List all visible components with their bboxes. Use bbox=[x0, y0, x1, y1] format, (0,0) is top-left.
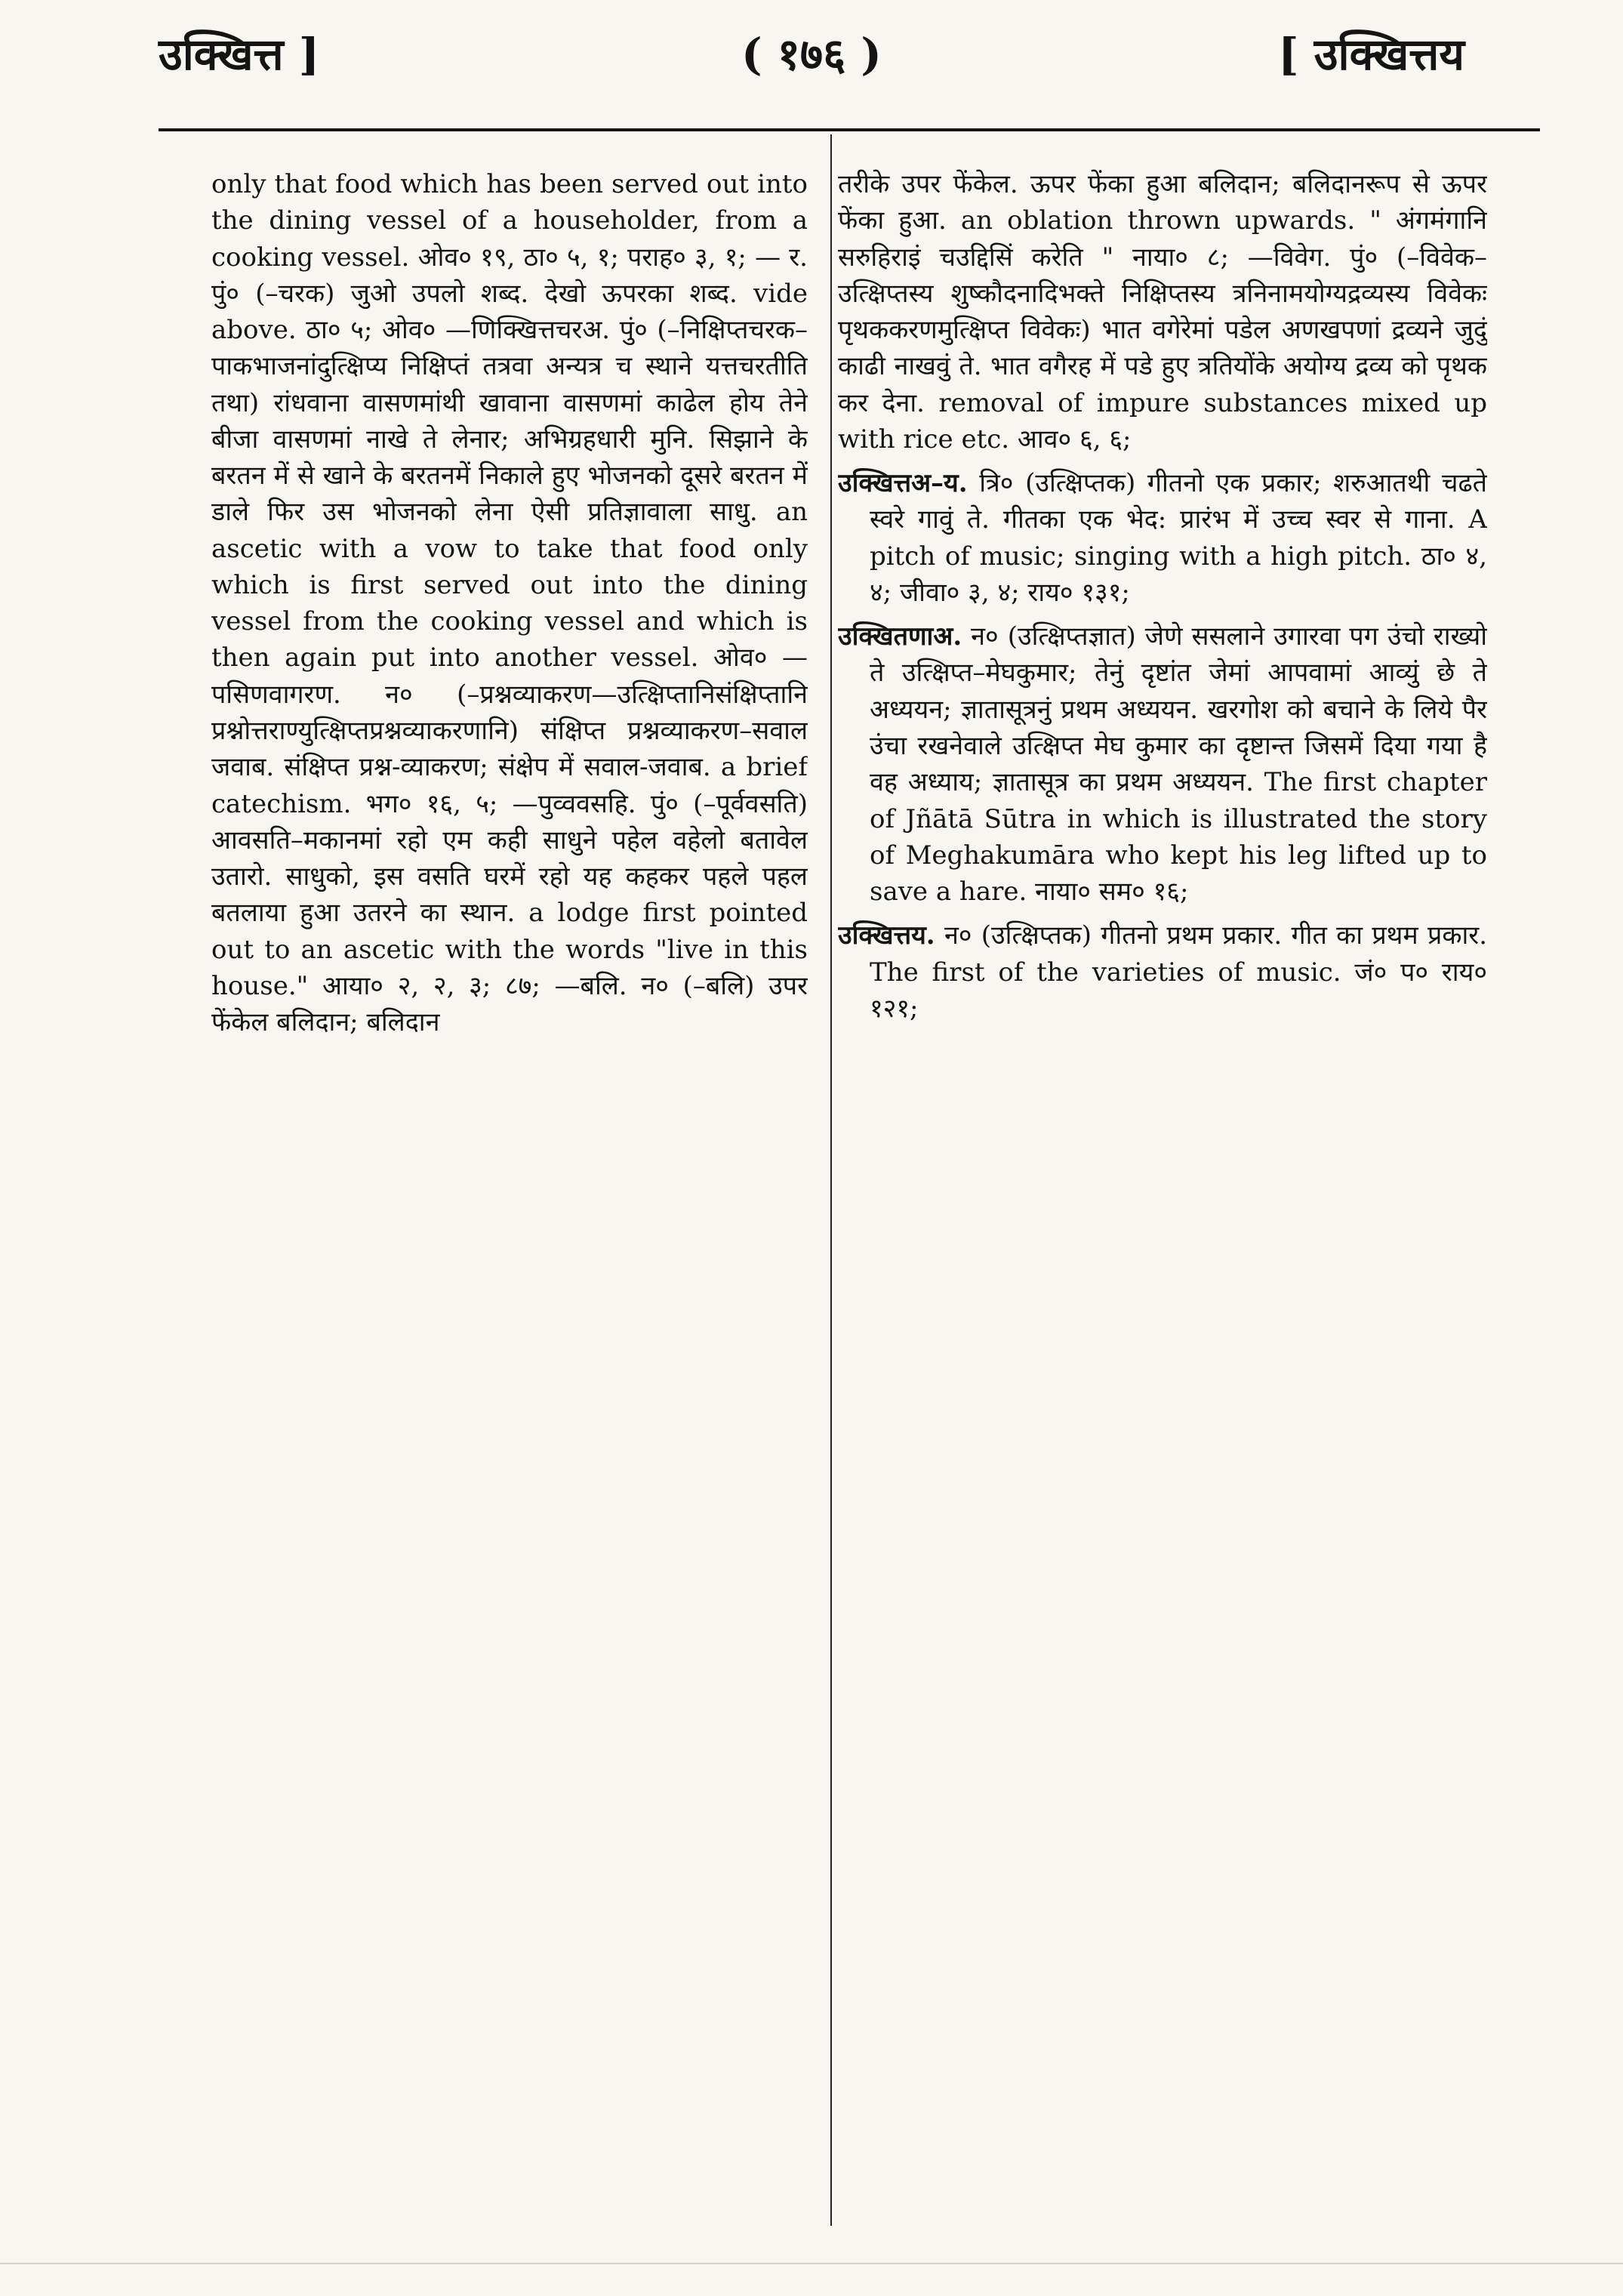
page-header bbox=[159, 29, 1464, 97]
dictionary-entry bbox=[838, 618, 1487, 910]
entry-definition: न० (उत्क्षिप्तक) गीतनो प्रथम प्रकार. गीत का प्रथम प्रकार. The first of the varieties of music. जं० प० राय० १२१; bbox=[870, 920, 1487, 1024]
column-divider bbox=[830, 134, 832, 2226]
entry-term: उक्खित्तय. bbox=[838, 920, 935, 951]
right-column-paragraph: तरीके उपर फेंकेल. ऊपर फेंका हुआ बलिदान; बलिदानरूप से ऊपर फेंका हुआ. an oblation thrown upwards. " अंगमंगानि सरुहिराइं चउद्दिसिं करेति " नाया० ८; —विवेग. पुं० (–विवेक–उत्क्षिप्तस्य शुष्कौदनादिभक्ते निक्षिप्तस्य त्रनिनामयोग्यद्रव्यस्य विवेकः पृथककरणमुत्क्षिप्त विवेकः) भात वगेरेमां पडेल अणखपणां द्रव्यने जुदुं काढी नाखवुं ते. भात वगैरह में पडे हुए त्रतियोंके अयोग्य द्रव्य को पृथक कर देना. removal of impure substances mixed up with rice etc. आव० ६, ६; bbox=[838, 169, 1487, 455]
dictionary-entry bbox=[838, 465, 1487, 611]
entry-definition: त्रि० (उत्क्षिप्तक) गीतनो एक प्रकार; शरुआतथी चढते स्वरे गावुं ते. गीतका एक भेद: प्रारंभ में उच्च स्वर से गाना. A pitch of music; singing with a high pitch. ठा० ४, ४; जीवा० ३, ४; राय० १३१; bbox=[870, 468, 1487, 608]
dictionary-entry bbox=[838, 917, 1487, 1027]
entry-term: उक्खित्तअ–य. bbox=[838, 468, 968, 499]
header-right-word: [ उक्खित्तय bbox=[1278, 29, 1464, 80]
page-edge-line bbox=[0, 2263, 1623, 2264]
left-column bbox=[211, 166, 808, 1048]
right-column bbox=[838, 166, 1487, 1034]
header-rule bbox=[159, 128, 1540, 131]
page-number: ( १७६ ) bbox=[741, 29, 882, 80]
header-left-word: उक्खित्त ] bbox=[159, 29, 320, 80]
entry-term: उक्खितणाअ. bbox=[838, 621, 962, 652]
entry-definition: न० (उत्क्षिप्तज्ञात) जेणे ससलाने उगारवा पग उंचो राख्यो ते उत्क्षिप्त–मेघकुमार; तेनुं दृष्टांत जेमां आपवामां आव्युं छे ते अध्ययन; ज्ञातासूत्रनुं प्रथम अध्ययन. खरगोश को बचाने के लिये पैर उंचा रखनेवाले उत्क्षिप्त मेघ कुमार का दृष्टान्त जिसमें दिया गया है वह अध्याय; ज्ञातासूत्र का प्रथम अध्ययन. The first chapter of Jñātā Sūtra in which is illustrated the story of Meghakumāra who kept his leg lifted up to save a hare. नाया० सम० १६; bbox=[870, 621, 1487, 908]
left-column-paragraph: only that food which has been served out into the dining vessel of a householder, from a cooking vessel. ओव० १९, ठा० ५, १; पराह० ३, १; — र. पुं० (–चरक) जुओ उपलो शब्द. देखो ऊपरका शब्द. vide above. ठा० ५; ओव० —णिक्खित्तचरअ. पुं० (–निक्षिप्तचरक–पाकभाजनांदुत्क्षिप्य निक्षिप्तं तत्रवा अन्यत्र च स्थाने यत्तचरतीति तथा) रांधवाना वासणमांथी खावाना वासणमां काढेल होय तेने बीजा वासणमां नाखे ते लेनार; अभिग्रहधारी मुनि. सिझाने के बरतन में से खाने के बरतनमें निकाले हुए भोजनको दूसरे बरतन में डाले फिर उस भोजनको लेना ऐसी प्रतिज्ञावाला साधु. an ascetic with a vow to take that food only which is first served out into the dining vessel from the cooking vessel and which is then again put into another vessel. ओव० —पसिणवागरण. न० (–प्रश्नव्याकरण—उत्क्षिप्तानिसंक्षिप्तानि प्रश्नोत्तराण्युत्क्षिप्तप्रश्नव्याकरणानि) संक्षिप्त प्रश्नव्याकरण–सवाल जवाब. संक्षिप्त प्रश्न-व्याकरण; संक्षेप में सवाल-जवाब. a brief catechism. भग० १६, ५; —पुव्ववसहि. पुं० (–पूर्ववसति) आवसति–मकानमां रहो एम कही साधुने पहेल वहेलो बतावेल उतारो. साधुको, इस वसति घरमें रहो यह कहकर पहले पहल बतलाया हुआ उतरने का स्थान. a lodge first pointed out to an ascetic with the words "live in this house." आया० २, २, ३; ८७; —बलि. न० (–बलि) उपर फेंकेल बलिदान; बलिदान bbox=[211, 169, 808, 1038]
